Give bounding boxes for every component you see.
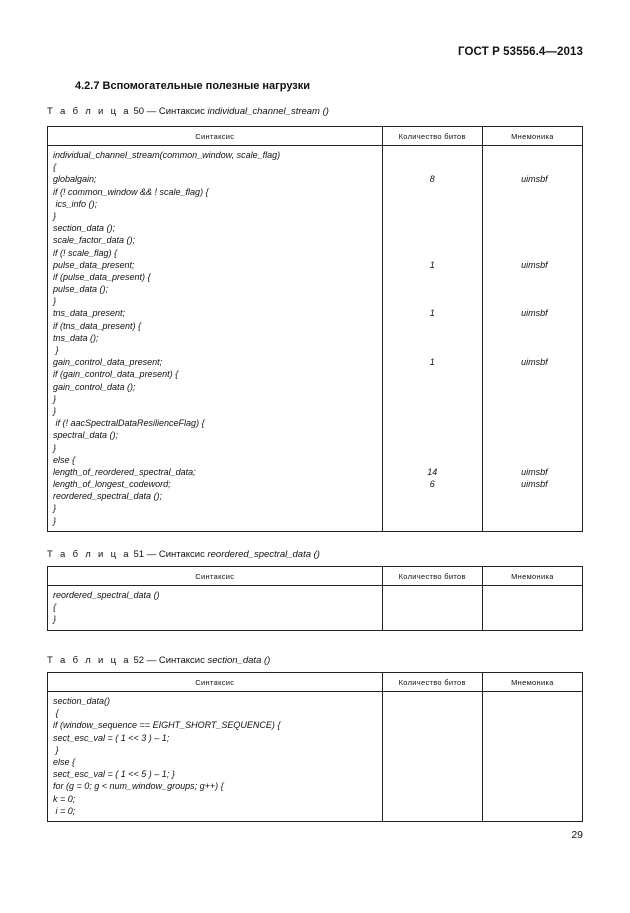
syntax-line: ics_info ();	[53, 198, 98, 209]
bits-value	[383, 502, 482, 514]
bits-value	[383, 601, 482, 613]
mnemonic-value	[483, 247, 582, 259]
mnemonic-value	[483, 161, 582, 173]
mnemonic-value	[483, 320, 582, 332]
syntax-line: reordered_spectral_data ()	[53, 590, 160, 600]
caption-text: 50 — Синтаксис	[130, 106, 208, 117]
mnemonic-value	[483, 417, 582, 429]
caption-function-name: individual_channel_stream ()	[207, 106, 329, 117]
bits-value	[383, 756, 482, 768]
bits-value: 1	[429, 357, 435, 368]
section-heading: 4.2.7 Вспомогательные полезные нагрузки	[75, 80, 311, 92]
syntax-line: }	[53, 345, 59, 355]
mnemonic-value	[483, 805, 582, 817]
mnemonic-value	[483, 344, 582, 356]
mnemonic-value	[483, 589, 582, 601]
mnemonic-value	[483, 502, 582, 514]
bits-value	[383, 332, 482, 344]
syntax-cell	[48, 692, 383, 822]
table-50-caption	[47, 106, 329, 117]
document-code: ГОСТ Р 53556.4—2013	[458, 46, 583, 58]
bits-value: 1	[429, 308, 435, 319]
syntax-line: sect_esc_val = ( 1 << 3 ) – 1;	[53, 732, 170, 743]
mnemonic-value	[483, 149, 582, 161]
header-syntax: Синтаксис	[48, 127, 383, 146]
syntax-line: {	[53, 162, 57, 173]
bits-value	[383, 320, 482, 332]
header-mnemonic: Мнемоника	[482, 567, 582, 586]
syntax-line: if (gain_control_data_present) {	[53, 369, 179, 380]
syntax-line: }	[53, 210, 57, 221]
table-label: Т а б л и ц а	[47, 549, 131, 560]
bits-value	[383, 368, 482, 380]
syntax-line: }	[53, 614, 57, 625]
bits-value	[383, 271, 482, 283]
mnemonic-value: uimsbf	[521, 357, 548, 368]
mnemonic-value	[483, 793, 582, 805]
syntax-line: else {	[53, 756, 76, 767]
mnemonic-value	[483, 744, 582, 756]
bits-value	[383, 719, 482, 731]
mnemonic-value	[483, 283, 582, 295]
bits-value	[383, 613, 482, 625]
mnemonic-value	[483, 601, 582, 613]
syntax-cell	[48, 586, 383, 631]
table-label: Т а б л и ц а	[47, 655, 131, 666]
bits-value	[383, 417, 482, 429]
syntax-line: tns_data_present;	[53, 308, 126, 319]
header-syntax: Синтаксис	[48, 673, 383, 692]
table-body-row	[48, 146, 583, 532]
syntax-line: if (! common_window && ! scale_flag) {	[53, 186, 209, 197]
bits-value	[383, 442, 482, 454]
mnemonic-value: uimsbf	[521, 479, 548, 490]
mnemonic-value	[483, 210, 582, 222]
mnemonic-value	[483, 186, 582, 198]
syntax-line: globalgain;	[53, 174, 97, 185]
bits-cell	[382, 692, 482, 822]
syntax-line: sect_esc_val = ( 1 << 5 ) – 1; }	[53, 769, 175, 780]
bits-value	[383, 393, 482, 405]
syntax-line: individual_channel_stream(common_window, scale_flag)	[53, 150, 281, 160]
bits-value	[383, 490, 482, 502]
mnemonic-value	[483, 719, 582, 731]
bits-value: 8	[429, 174, 435, 185]
header-bits: Количество битов	[382, 127, 482, 146]
table-52-caption	[47, 655, 270, 666]
syntax-line: scale_factor_data ();	[53, 235, 136, 246]
mnemonic-value	[483, 454, 582, 466]
bits-value	[383, 780, 482, 792]
mnemonic-value	[483, 515, 582, 527]
caption-function-name: reordered_spectral_data ()	[207, 549, 320, 560]
mnemonic-cell	[482, 146, 582, 532]
syntax-line: section_data()	[53, 696, 111, 706]
bits-value	[383, 744, 482, 756]
table-body-row	[48, 586, 583, 631]
bits-value	[383, 161, 482, 173]
table-body-row	[48, 692, 583, 822]
syntax-line: reordered_spectral_data ();	[53, 491, 163, 502]
syntax-line: {	[53, 602, 57, 613]
header-mnemonic: Мнемоника	[482, 127, 582, 146]
mnemonic-value	[483, 271, 582, 283]
table-51	[47, 566, 583, 631]
syntax-line: if (! scale_flag) {	[53, 247, 118, 258]
syntax-line: i = 0;	[53, 805, 76, 816]
table-52	[47, 672, 583, 822]
syntax-line: }	[53, 503, 57, 514]
bits-value	[383, 344, 482, 356]
page-number: 29	[571, 829, 583, 841]
bits-value	[383, 515, 482, 527]
bits-cell	[382, 146, 482, 532]
syntax-line: tns_data ();	[53, 332, 99, 343]
mnemonic-value	[483, 332, 582, 344]
syntax-line: if (window_sequence == EIGHT_SHORT_SEQUENCE) {	[53, 720, 281, 731]
bits-value	[383, 295, 482, 307]
syntax-line: pulse_data ();	[53, 284, 109, 295]
table-51-caption	[47, 549, 320, 560]
bits-value	[383, 768, 482, 780]
bits-value	[383, 405, 482, 417]
syntax-line: k = 0;	[53, 793, 76, 804]
caption-text: 51 — Синтаксис	[130, 549, 208, 560]
mnemonic-cell	[482, 586, 582, 631]
bits-value	[383, 454, 482, 466]
syntax-line: length_of_longest_codeword;	[53, 479, 171, 490]
bits-value	[383, 589, 482, 601]
table-header-row	[48, 567, 583, 586]
bits-value	[383, 247, 482, 259]
mnemonic-value	[483, 381, 582, 393]
mnemonic-value	[483, 490, 582, 502]
header-bits: Количество битов	[382, 567, 482, 586]
bits-cell	[382, 586, 482, 631]
syntax-line: }	[53, 296, 57, 307]
mnemonic-value	[483, 442, 582, 454]
mnemonic-value	[483, 405, 582, 417]
table-header-row	[48, 673, 583, 692]
syntax-line: section_data ();	[53, 223, 116, 234]
bits-value	[383, 805, 482, 817]
bits-value: 14	[427, 466, 438, 477]
syntax-line: length_of_reordered_spectral_data;	[53, 466, 196, 477]
bits-value	[383, 707, 482, 719]
bits-value	[383, 381, 482, 393]
syntax-line: }	[53, 405, 57, 416]
table-50	[47, 126, 583, 532]
syntax-line: gain_control_data ();	[53, 381, 136, 392]
mnemonic-value	[483, 756, 582, 768]
bits-value: 1	[429, 259, 435, 270]
bits-value: 6	[429, 479, 435, 490]
syntax-line: if (pulse_data_present) {	[53, 271, 151, 282]
mnemonic-value	[483, 732, 582, 744]
syntax-line: }	[53, 393, 57, 404]
bits-value	[383, 149, 482, 161]
syntax-line: if (! aacSpectralDataResilienceFlag) {	[53, 418, 205, 429]
syntax-line: spectral_data ();	[53, 430, 119, 441]
mnemonic-value	[483, 393, 582, 405]
mnemonic-value	[483, 695, 582, 707]
mnemonic-value	[483, 613, 582, 625]
syntax-line: }	[53, 515, 57, 526]
syntax-line: else {	[53, 454, 76, 465]
mnemonic-value	[483, 429, 582, 441]
mnemonic-value: uimsbf	[521, 259, 548, 270]
syntax-line: }	[53, 744, 59, 755]
syntax-cell	[48, 146, 383, 532]
syntax-line: gain_control_data_present;	[53, 357, 163, 368]
bits-value	[383, 210, 482, 222]
bits-value	[383, 283, 482, 295]
mnemonic-value: uimsbf	[521, 174, 548, 185]
bits-value	[383, 222, 482, 234]
mnemonic-value	[483, 222, 582, 234]
bits-value	[383, 429, 482, 441]
bits-value	[383, 198, 482, 210]
syntax-line: if (tns_data_present) {	[53, 320, 142, 331]
mnemonic-value	[483, 707, 582, 719]
syntax-line: {	[53, 708, 59, 719]
mnemonic-value	[483, 198, 582, 210]
mnemonic-value: uimsbf	[521, 308, 548, 319]
bits-value	[383, 695, 482, 707]
caption-function-name: section_data ()	[207, 655, 271, 666]
mnemonic-value	[483, 768, 582, 780]
bits-value	[383, 234, 482, 246]
mnemonic-cell	[482, 692, 582, 822]
mnemonic-value	[483, 780, 582, 792]
bits-value	[383, 793, 482, 805]
header-syntax: Синтаксис	[48, 567, 383, 586]
caption-text: 52 — Синтаксис	[130, 655, 208, 666]
header-mnemonic: Мнемоника	[482, 673, 582, 692]
mnemonic-value	[483, 295, 582, 307]
syntax-line: for (g = 0; g < num_window_groups; g++) {	[53, 781, 224, 792]
bits-value	[383, 732, 482, 744]
syntax-line: pulse_data_present;	[53, 259, 135, 270]
header-bits: Количество битов	[382, 673, 482, 692]
table-header-row	[48, 127, 583, 146]
mnemonic-value	[483, 368, 582, 380]
mnemonic-value	[483, 234, 582, 246]
table-label: Т а б л и ц а	[47, 106, 131, 117]
mnemonic-value: uimsbf	[521, 466, 548, 477]
syntax-line: }	[53, 442, 57, 453]
bits-value	[383, 186, 482, 198]
